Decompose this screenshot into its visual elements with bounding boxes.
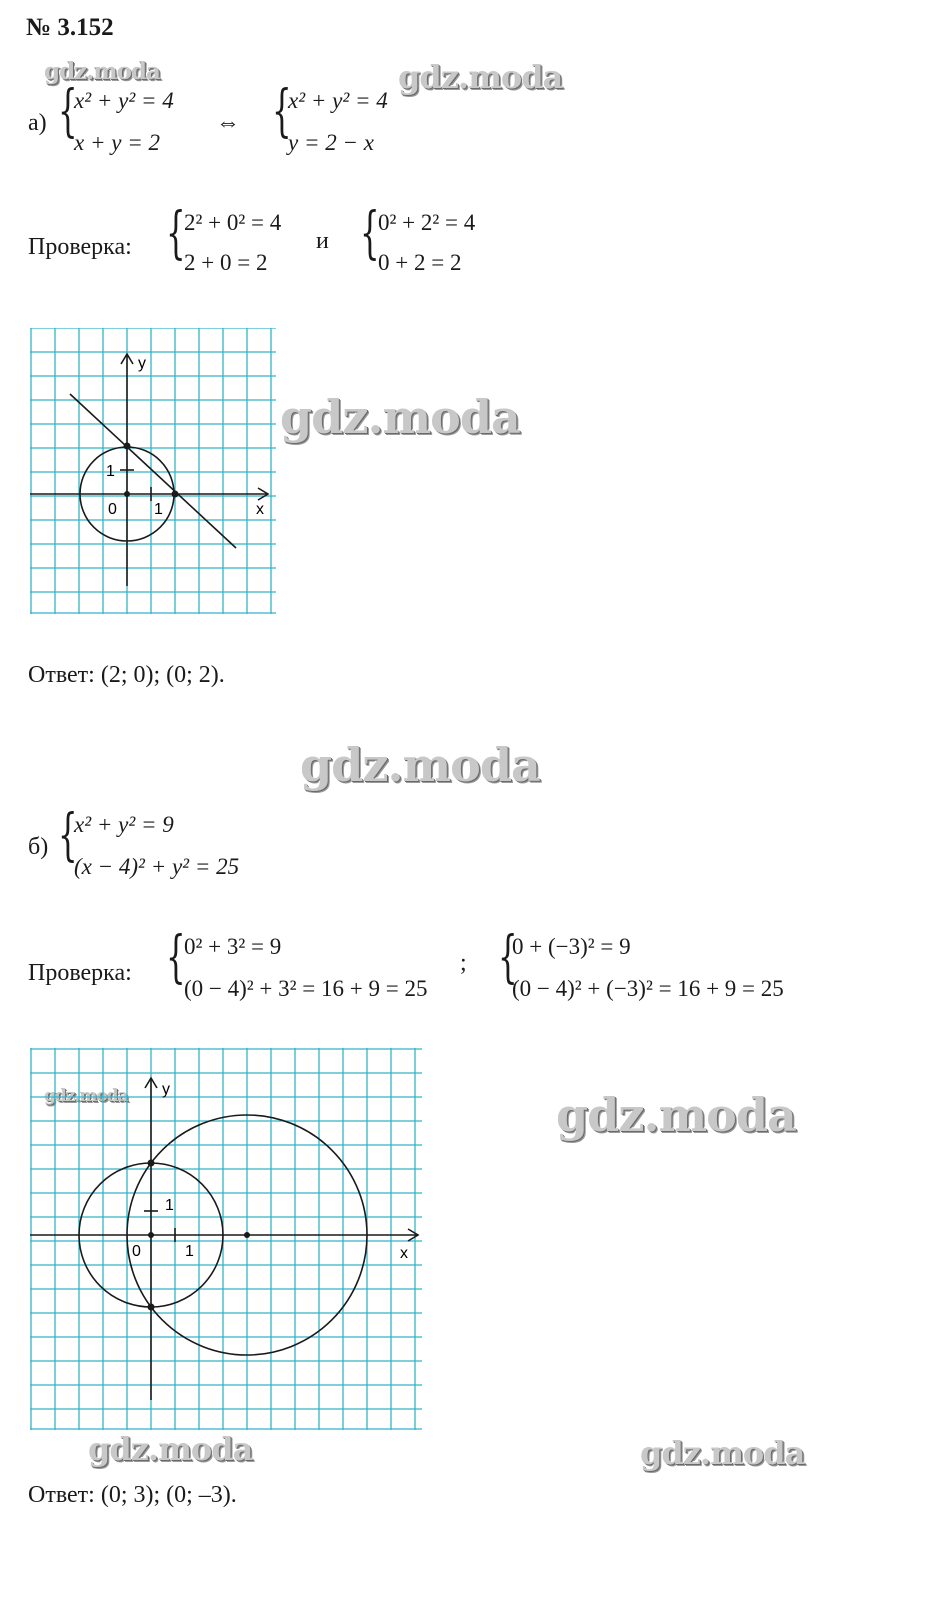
check-equation: (0 − 4)² + (−3)² = 16 + 9 = 25 [512, 976, 784, 1001]
watermark: gdz.moda [300, 738, 540, 792]
tick-y-label: 1 [106, 463, 115, 480]
check-equation: 0² + 2² = 4 [378, 210, 476, 235]
watermark: gdz.moda [398, 58, 563, 96]
center-point [244, 1232, 250, 1238]
problem-number: № 3.152 [26, 14, 114, 41]
system-brace: { [166, 925, 186, 990]
part-b-label: б) [28, 834, 49, 860]
watermark: gdz.moda [280, 390, 520, 444]
grid [30, 1048, 422, 1430]
watermark: gdz.moda [44, 1086, 128, 1106]
answer-b: Ответ: (0; 3); (0; –3). [28, 1482, 237, 1508]
system-equation-1: x² + y² = 4 [74, 88, 174, 113]
check-label: Проверка: [28, 234, 132, 260]
system-brace: { [58, 79, 78, 144]
origin-point [148, 1232, 154, 1238]
watermark: gdz.moda [640, 1434, 805, 1472]
check-equation: 0² + 3² = 9 [184, 934, 282, 959]
tick-x-label: 1 [154, 501, 163, 518]
solution-point [124, 443, 131, 450]
solution-point [148, 1160, 155, 1167]
check-equation: 0 + (−3)² = 9 [512, 934, 631, 959]
check-label: Проверка: [28, 960, 132, 986]
system-equation-1: x² + y² = 4 [288, 88, 388, 113]
system-equation-1: x² + y² = 9 [74, 812, 174, 837]
system-brace: { [360, 201, 380, 266]
part-a-label: а) [28, 110, 47, 136]
system-equation-2: (x − 4)² + y² = 25 [74, 854, 240, 879]
separator: ; [460, 950, 467, 976]
y-axis-label: y [162, 1081, 170, 1098]
graph-b [30, 1048, 422, 1430]
and-word: и [316, 228, 329, 254]
watermark: gdz.moda [556, 1088, 796, 1142]
system-equation-2: x + y = 2 [74, 130, 160, 155]
solution-point [148, 1304, 155, 1311]
check-equation: 2 + 0 = 2 [184, 250, 268, 275]
check-equation: (0 − 4)² + 3² = 16 + 9 = 25 [184, 976, 428, 1001]
system-brace: { [166, 201, 186, 266]
check-equation: 2² + 0² = 4 [184, 210, 282, 235]
graph-a [30, 328, 276, 614]
system-brace: { [58, 803, 78, 868]
system-brace: { [498, 925, 518, 990]
x-axis-label: x [400, 1245, 408, 1262]
equivalence-symbol: ⇔ [216, 110, 240, 136]
watermark: gdz.moda [88, 1430, 253, 1468]
origin-label: 0 [108, 501, 117, 518]
system-equation-2: y = 2 − x [288, 130, 374, 155]
y-axis-label: y [138, 355, 146, 372]
answer-a: Ответ: (2; 0); (0; 2). [28, 662, 225, 688]
check-equation: 0 + 2 = 2 [378, 250, 462, 275]
tick-y-label: 1 [165, 1197, 174, 1214]
x-axis-label: x [256, 501, 264, 518]
origin-point [124, 491, 130, 497]
line-y-2-x [70, 394, 236, 548]
system-brace: { [272, 79, 292, 144]
tick-x-label: 1 [185, 1243, 194, 1260]
solution-point [172, 491, 179, 498]
origin-label: 0 [132, 1243, 141, 1260]
watermark: gdz.moda [44, 58, 160, 85]
